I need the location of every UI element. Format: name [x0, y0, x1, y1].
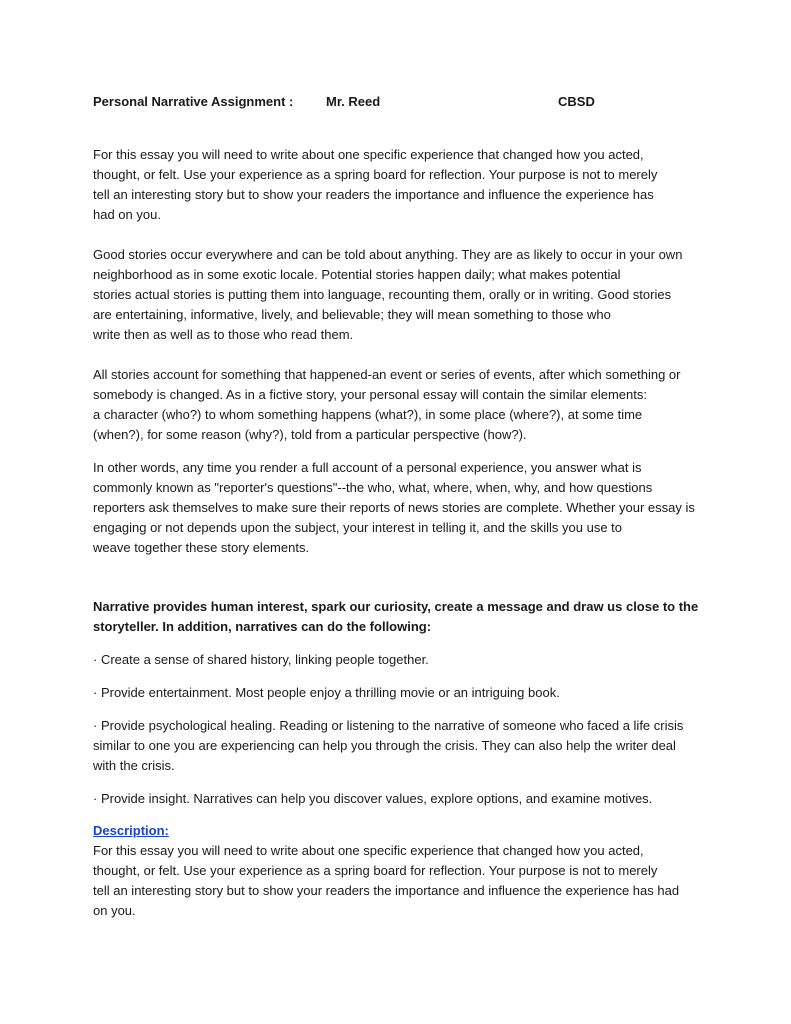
paragraph-2-line: Good stories occur everywhere and can be told about anything. They are as likely to occur in your own: [93, 247, 683, 262]
paragraph-4-line: commonly known as "reporter's questions"--the who, what, where, when, why, and how questions: [93, 480, 653, 495]
description-line: For this essay you will need to write about one specific experience that changed how you acted,: [93, 843, 644, 858]
teacher-name: Mr. Reed: [326, 94, 381, 109]
paragraph-1-line: thought, or felt. Use your experience as a spring board for reflection. Your purpose is not to merely: [93, 167, 658, 182]
paragraph-3-line: somebody is changed. As in a fictive story, your personal essay will contain the similar elements:: [93, 387, 647, 402]
bullet-item: · Provide insight. Narratives can help you discover values, explore options, and examine motives.: [93, 791, 653, 806]
bullet-item: · Create a sense of shared history, linking people together.: [93, 652, 429, 667]
assignment-title: Personal Narrative Assignment :: [93, 94, 294, 109]
paragraph-4-line: weave together these story elements.: [93, 540, 310, 555]
description-line: thought, or felt. Use your experience as a spring board for reflection. Your purpose is not to merely: [93, 863, 658, 878]
school-name: CBSD: [558, 94, 595, 109]
paragraph-4-line: In other words, any time you render a full account of a personal experience, you answer what is: [93, 460, 642, 475]
paragraph-3-line: (when?), for some reason (why?), told from a particular perspective (how?).: [93, 427, 527, 442]
bullet-item: · Provide psychological healing. Reading or listening to the narrative of someone who faced a life crisis: [93, 718, 684, 733]
description-line: on you.: [93, 903, 136, 918]
paragraph-1-line: For this essay you will need to write about one specific experience that changed how you acted,: [93, 147, 644, 162]
paragraph-2-line: write then as well as to those who read them.: [93, 327, 354, 342]
bullet-item-continued: similar to one you are experiencing can help you through the crisis. They can also help the writer deal: [93, 738, 676, 753]
narrative-heading-line: storyteller. In addition, narratives can do the following:: [93, 619, 432, 634]
paragraph-3-line: All stories account for something that happened-an event or series of events, after which something or: [93, 367, 681, 382]
paragraph-2-line: stories actual stories is putting them into language, recounting them, orally or in writing. Good stories: [93, 287, 672, 302]
paragraph-2-line: neighborhood as in some exotic locale. Potential stories happen daily; what makes potential: [93, 267, 621, 282]
paragraph-1-line: had on you.: [93, 207, 161, 222]
paragraph-4-line: engaging or not depends upon the subject, your interest in telling it, and the skills you use to: [93, 520, 623, 535]
paragraph-4-line: reporters ask themselves to make sure their reports of news stories are complete. Whether your essay is: [93, 500, 695, 515]
paragraph-1-line: tell an interesting story but to show your readers the importance and influence the experience has: [93, 187, 654, 202]
description-link[interactable]: Description:: [93, 823, 169, 838]
bullet-item: · Provide entertainment. Most people enjoy a thrilling movie or an intriguing book.: [93, 685, 560, 700]
paragraph-3-line: a character (who?) to whom something happens (what?), in some place (where?), at some time: [93, 407, 643, 422]
narrative-heading-line: Narrative provides human interest, spark our curiosity, create a message and draw us close to the: [93, 599, 699, 614]
description-line: tell an interesting story but to show your readers the importance and influence the experience has had: [93, 883, 680, 898]
bullet-item-continued: with the crisis.: [93, 758, 175, 773]
paragraph-2-line: are entertaining, informative, lively, and believable; they will mean something to those who: [93, 307, 611, 322]
